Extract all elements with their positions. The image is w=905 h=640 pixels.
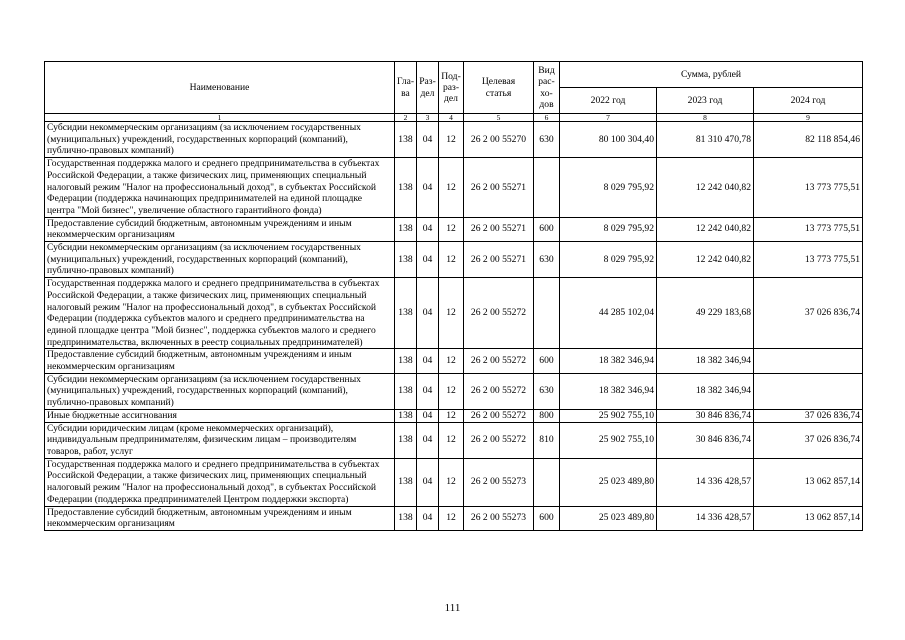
table-cell-sum-2022: 18 382 346,94 (560, 373, 657, 409)
table-cell-sum-2023: 18 382 346,94 (657, 373, 754, 409)
table-row (45, 422, 863, 458)
col-header-2022: 2022 год (560, 88, 657, 114)
table-cell-sum-2023: 18 382 346,94 (657, 349, 754, 373)
table-cell-sum-2024: 37 026 836,74 (754, 409, 863, 422)
table-cell-razdel: 04 (417, 422, 439, 458)
podrazdel-l3: дел (444, 93, 458, 105)
table-cell-sum-2022: 8 029 795,92 (560, 217, 657, 241)
table-cell-sum-2023: 30 846 836,74 (657, 409, 754, 422)
podrazdel-l1: Под- (441, 70, 461, 82)
table-cell-name: Субсидии некоммерческим организациям (за исключением государственных (муниципальных) учреждений, государственных корпораций (компаний), публично-правовых компаний) (45, 373, 395, 409)
table-cell-sum-2024: 13 062 857,14 (754, 506, 863, 530)
table-cell-podrazdel: 12 (439, 242, 464, 278)
col-header-podrazdel (439, 62, 464, 114)
col-header-vid (534, 62, 560, 114)
table-cell-sum-2024: 13 773 775,51 (754, 158, 863, 218)
table-cell-vid: 630 (534, 122, 560, 158)
col-num: 2 (395, 114, 417, 122)
vid-l1: Вид (538, 65, 555, 77)
razdel-l2: дел (420, 87, 435, 99)
razdel-l1: Раз- (419, 76, 436, 88)
table-cell-sum-2024 (754, 349, 863, 373)
table-cell-razdel: 04 (417, 122, 439, 158)
table-cell-glava: 138 (395, 506, 417, 530)
table-cell-target: 26 2 00 55273 (464, 506, 534, 530)
page-number: 111 (444, 602, 461, 614)
table-cell-podrazdel: 12 (439, 122, 464, 158)
col-header-glava (395, 62, 417, 114)
table-cell-name: Предоставление субсидий бюджетным, автономным учреждениям и иным некоммерческим организациям (45, 217, 395, 241)
table-cell-podrazdel: 12 (439, 278, 464, 349)
table-cell-razdel: 04 (417, 409, 439, 422)
podrazdel-l2: раз- (442, 81, 460, 93)
table-cell-vid (534, 458, 560, 506)
table-cell-name: Государственная поддержка малого и среднего предпринимательства в субъектах Российской Федерации, а также физических лиц, применяющих специальный налоговый режим "Налог на профессиональный доход", в субъектах Российской Федерации (поддержка начинающих предпринимателей на единой площадке центра "Мой бизнес", увеличение областного гарантийного фонда) (45, 158, 395, 218)
vid-l4: дов (539, 98, 554, 110)
table-cell-glava: 138 (395, 242, 417, 278)
table-cell-name: Государственная поддержка малого и среднего предпринимательства в субъектах Российской Федерации, а также физических лиц, применяющих специальный налоговый режим "Налог на профессиональный доход", в субъектах Российской Федерации (поддержка предпринимателей Центром поддержки экспорта) (45, 458, 395, 506)
table-row (45, 409, 863, 422)
table-cell-glava: 138 (395, 458, 417, 506)
table-cell-podrazdel: 12 (439, 349, 464, 373)
table-cell-razdel: 04 (417, 217, 439, 241)
table-row (45, 217, 863, 241)
table-cell-podrazdel: 12 (439, 217, 464, 241)
table-cell-razdel: 04 (417, 349, 439, 373)
table-row (45, 158, 863, 218)
vid-l2: рас- (538, 76, 555, 88)
table-cell-sum-2024: 13 773 775,51 (754, 242, 863, 278)
target-l1: Целевая (481, 76, 516, 88)
table-cell-glava: 138 (395, 422, 417, 458)
table-cell-podrazdel: 12 (439, 458, 464, 506)
table-row (45, 349, 863, 373)
table-cell-vid: 600 (534, 349, 560, 373)
vid-l3: хо- (540, 87, 553, 99)
table-cell-glava: 138 (395, 122, 417, 158)
table-cell-sum-2023: 12 242 040,82 (657, 217, 754, 241)
table-cell-target: 26 2 00 55270 (464, 122, 534, 158)
table-row (45, 242, 863, 278)
table-cell-sum-2024: 13 062 857,14 (754, 458, 863, 506)
table-cell-glava: 138 (395, 278, 417, 349)
table-cell-target: 26 2 00 55272 (464, 409, 534, 422)
col-num: 8 (657, 114, 754, 122)
table-cell-razdel: 04 (417, 506, 439, 530)
table-row (45, 278, 863, 349)
table-cell-razdel: 04 (417, 158, 439, 218)
col-num: 9 (754, 114, 863, 122)
table-cell-target: 26 2 00 55271 (464, 158, 534, 218)
table-cell-sum-2024 (754, 373, 863, 409)
table-cell-glava: 138 (395, 158, 417, 218)
table-cell-sum-2022: 25 902 755,10 (560, 409, 657, 422)
table-cell-glava: 138 (395, 373, 417, 409)
target-l2: статья (485, 87, 512, 99)
table-row (45, 458, 863, 506)
table-cell-sum-2022: 25 023 489,80 (560, 506, 657, 530)
table-cell-target: 26 2 00 55272 (464, 278, 534, 349)
table-cell-sum-2023: 12 242 040,82 (657, 158, 754, 218)
table-cell-target: 26 2 00 55271 (464, 217, 534, 241)
column-numbers-row (45, 114, 863, 122)
table-cell-podrazdel: 12 (439, 422, 464, 458)
table-cell-sum-2023: 14 336 428,57 (657, 506, 754, 530)
table-cell-name: Субсидии некоммерческим организациям (за исключением государственных (муниципальных) учреждений, государственных корпораций (компаний), публично-правовых компаний) (45, 242, 395, 278)
col-header-sum: Сумма, рублей (560, 62, 863, 88)
table-cell-podrazdel: 12 (439, 158, 464, 218)
table-cell-glava: 138 (395, 349, 417, 373)
table-cell-vid: 800 (534, 409, 560, 422)
table-cell-sum-2023: 30 846 836,74 (657, 422, 754, 458)
table-cell-vid: 630 (534, 242, 560, 278)
table-cell-name: Субсидии юридическим лицам (кроме некоммерческих организаций), индивидуальным предпринимателям, физическим лицам – производителям товаров, работ, услуг (45, 422, 395, 458)
col-header-name: Наименование (45, 62, 395, 114)
table-cell-sum-2022: 25 902 755,10 (560, 422, 657, 458)
table-cell-razdel: 04 (417, 458, 439, 506)
table-row (45, 122, 863, 158)
glava-l2: ва (401, 87, 410, 99)
table-cell-podrazdel: 12 (439, 506, 464, 530)
table-cell-razdel: 04 (417, 242, 439, 278)
table-row (45, 506, 863, 530)
table-cell-vid: 810 (534, 422, 560, 458)
glava-l1: Гла- (397, 76, 415, 88)
col-num: 7 (560, 114, 657, 122)
table-cell-name: Субсидии некоммерческим организациям (за исключением государственных (муниципальных) учреждений, государственных корпораций (компаний), публично-правовых компаний) (45, 122, 395, 158)
table-cell-vid: 600 (534, 506, 560, 530)
table-cell-sum-2022: 44 285 102,04 (560, 278, 657, 349)
table-cell-sum-2022: 25 023 489,80 (560, 458, 657, 506)
col-num: 3 (417, 114, 439, 122)
col-num: 6 (534, 114, 560, 122)
table-cell-glava: 138 (395, 409, 417, 422)
table-cell-razdel: 04 (417, 373, 439, 409)
table-cell-name: Предоставление субсидий бюджетным, автономным учреждениям и иным некоммерческим организациям (45, 506, 395, 530)
table-cell-target: 26 2 00 55272 (464, 349, 534, 373)
table-cell-vid (534, 278, 560, 349)
table-cell-sum-2024: 13 773 775,51 (754, 217, 863, 241)
table-cell-sum-2023: 12 242 040,82 (657, 242, 754, 278)
table-cell-target: 26 2 00 55272 (464, 422, 534, 458)
col-num: 4 (439, 114, 464, 122)
table-cell-target: 26 2 00 55271 (464, 242, 534, 278)
table-cell-sum-2022: 80 100 304,40 (560, 122, 657, 158)
table-cell-sum-2023: 14 336 428,57 (657, 458, 754, 506)
table-cell-vid: 630 (534, 373, 560, 409)
table-cell-sum-2022: 18 382 346,94 (560, 349, 657, 373)
table-cell-sum-2022: 8 029 795,92 (560, 158, 657, 218)
col-header-target (464, 62, 534, 114)
table-cell-name: Иные бюджетные ассигнования (45, 409, 395, 422)
table-cell-target: 26 2 00 55273 (464, 458, 534, 506)
table-cell-podrazdel: 12 (439, 409, 464, 422)
table-cell-name: Предоставление субсидий бюджетным, автономным учреждениям и иным некоммерческим организациям (45, 349, 395, 373)
table-cell-razdel: 04 (417, 278, 439, 349)
table-cell-sum-2024: 82 118 854,46 (754, 122, 863, 158)
table-row (45, 373, 863, 409)
table-cell-target: 26 2 00 55272 (464, 373, 534, 409)
table-cell-sum-2023: 49 229 183,68 (657, 278, 754, 349)
table-cell-sum-2023: 81 310 470,78 (657, 122, 754, 158)
col-num: 5 (464, 114, 534, 122)
col-header-2023: 2023 год (657, 88, 754, 114)
col-num: 1 (45, 114, 395, 122)
col-header-2024: 2024 год (754, 88, 863, 114)
table-cell-glava: 138 (395, 217, 417, 241)
table-cell-sum-2024: 37 026 836,74 (754, 278, 863, 349)
table-cell-sum-2022: 8 029 795,92 (560, 242, 657, 278)
table-cell-name: Государственная поддержка малого и среднего предпринимательства в субъектах Российской Федерации, а также физических лиц, применяющих специальный налоговый режим "Налог на профессиональный доход", в субъектах Российской Федерации (поддержка субъектов малого и среднего предпринимательства на единой площадке центра "Мой бизнес", поддержка субъектов малого и среднего предпринимательства, включенных в реестр социальных предпринимателей) (45, 278, 395, 349)
table-cell-vid: 600 (534, 217, 560, 241)
table-cell-sum-2024: 37 026 836,74 (754, 422, 863, 458)
col-header-razdel (417, 62, 439, 114)
budget-table (44, 61, 863, 531)
table-cell-vid (534, 158, 560, 218)
table-cell-podrazdel: 12 (439, 373, 464, 409)
